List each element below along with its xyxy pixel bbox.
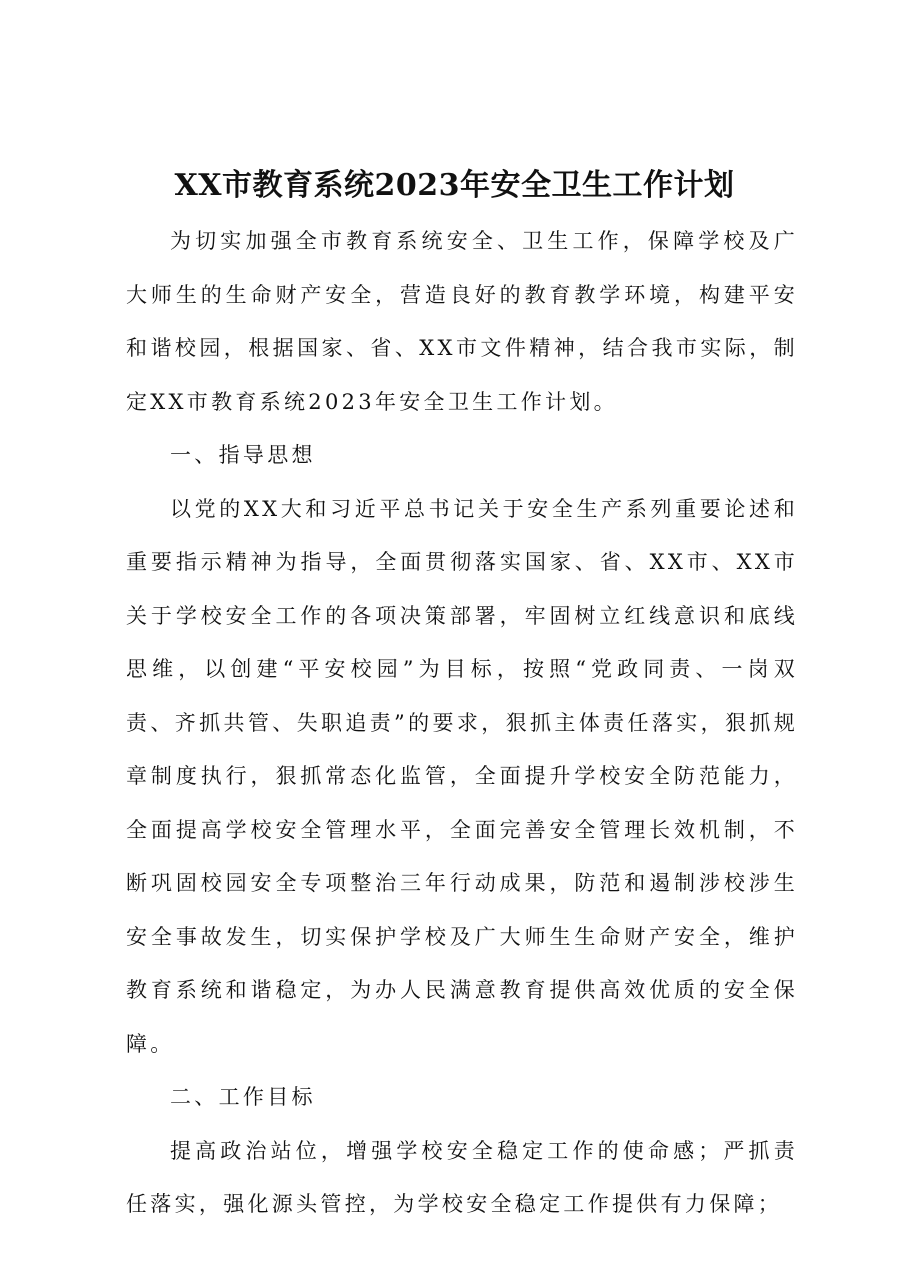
section-paragraph-work-goals: 提高政治站位，增强学校安全稳定工作的使命感；严抓责任落实，强化源头管控，为学校安全稳定工作提供有力保障； [126, 1138, 798, 1216]
section-heading-guiding-ideology: 一、指导思想 [170, 443, 316, 467]
document-body [126, 215, 798, 1232]
intro-paragraph: 为切实加强全市教育系统安全、卫生工作，保障学校及广大师生的生命财产安全，营造良好的教育教学环境，构建平安和谐校园，根据国家、省、XX市文件精神，结合我市实际，制定XX市教育系统2023年安全卫生工作计划。 [126, 229, 798, 414]
section-heading-work-goals: 二、工作目标 [170, 1085, 316, 1109]
section-paragraph-guiding-ideology: 以党的XX大和习近平总书记关于安全生产系列重要论述和重要指示精神为指导，全面贯彻落实国家、省、XX市、XX市关于学校安全工作的各项决策部署，牢固树立红线意识和底线思维，以创建“平安校园”为目标，按照“党政同责、一岗双责、齐抓共管、失职追责”的要求，狠抓主体责任落实，狠抓规章制度执行，狠抓常态化监管，全面提升学校安全防范能力，全面提高学校安全管理水平，全面完善安全管理长效机制，不断巩固校园安全专项整治三年行动成果，防范和遏制涉校涉生安全事故发生，切实保护学校及广大师生生命财产安全，维护教育系统和谐稳定，为办人民满意教育提供高效优质的安全保障。 [126, 496, 798, 1056]
document-title: XX市教育系统2023年安全卫生工作计划 [174, 168, 735, 203]
